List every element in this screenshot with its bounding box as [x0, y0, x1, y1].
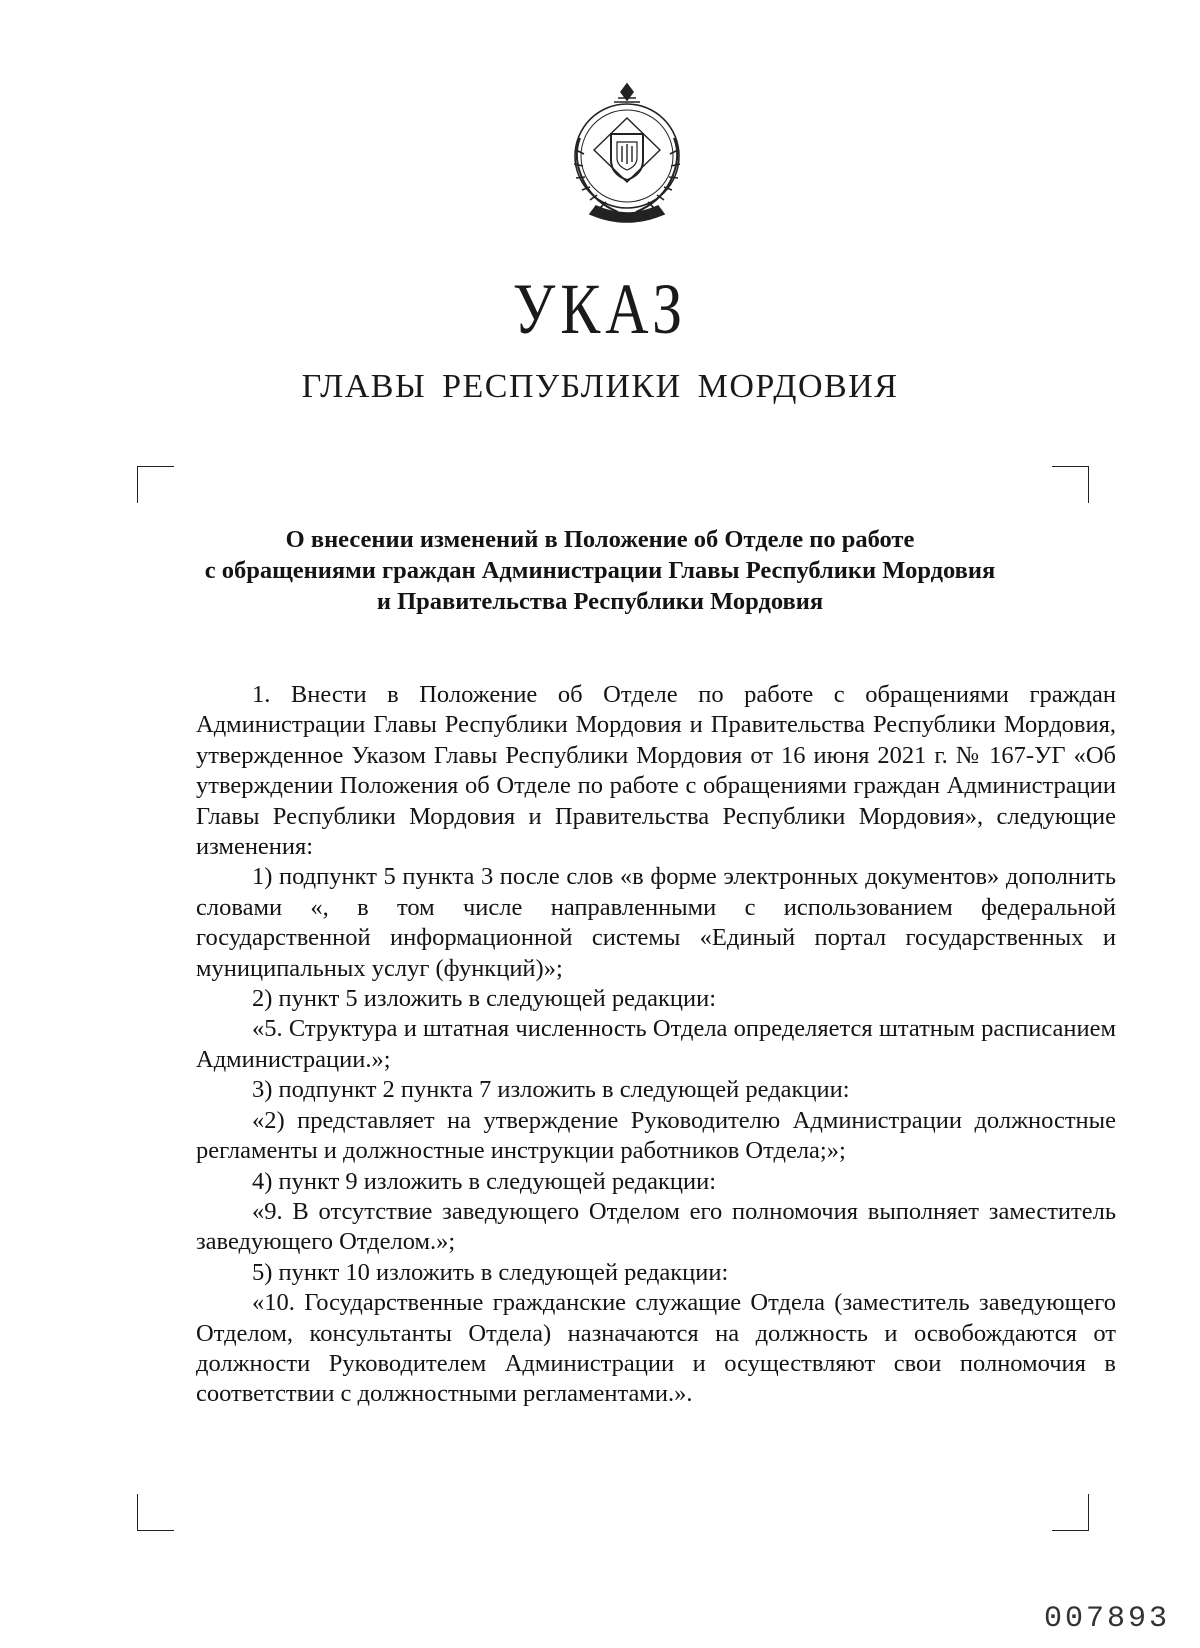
decree-title — [160, 524, 1040, 617]
body-paragraph: 4) пункт 9 изложить в следующей редакции: — [252, 1167, 717, 1195]
corner-mark-bottom-right — [1052, 1494, 1089, 1531]
body-paragraph: 3) подпункт 2 пункта 7 изложить в следующей редакции: — [252, 1076, 850, 1104]
corner-mark-bottom-left — [137, 1494, 174, 1531]
body-paragraph: 2) пункт 5 изложить в следующей редакции: — [252, 985, 717, 1013]
body-paragraph: 5) пункт 10 изложить в следующей редакции: — [252, 1258, 729, 1286]
body-paragraph: «9. В отсутствие заведующего Отделом его полномочия выполняет заместитель заведующего Отделом.»; — [196, 1197, 1116, 1256]
title-line: с обращениями граждан Администрации Главы Республики Мордовия — [204, 557, 996, 584]
title-line: и Правительства Республики Мордовия — [376, 588, 824, 615]
issuer-title: ГЛАВЫ РЕСПУБЛИКИ МОРДОВИЯ — [301, 368, 899, 405]
serial-number: 007893 — [1044, 1602, 1171, 1636]
corner-mark-top-right — [1052, 466, 1089, 503]
decree-body — [196, 680, 1116, 1410]
corner-mark-top-left — [137, 466, 174, 503]
title-line: О внесении изменений в Положение об Отделе по работе — [285, 526, 915, 553]
body-paragraph: «5. Структура и штатная численность Отдела определяется штатным расписанием Администрации.»; — [196, 1015, 1116, 1073]
body-paragraph: «2) представляет на утверждение Руководителю Администрации должностные регламенты и должностные инструкции работников Отдела;»; — [196, 1106, 1116, 1165]
document-type: УКАЗ — [512, 269, 688, 349]
body-paragraph: «10. Государственные гражданские служащие Отдела (заместитель заведующего Отделом, консультанты Отдела) назначаются на должность и освобождаются от должности Руководителем Администрации и осуществляют свои полномочия в соответствии с должностными регламентами.». — [196, 1289, 1116, 1408]
body-paragraph: 1. Внести в Положение об Отделе по работе с обращениями граждан Администрации Главы Республики Мордовия и Правительства Республики Мордовия, утвержденное Указом Главы Республики Мордовия от 16 июня 2021 г. № 167-УГ «Об утверждении Положения об Отделе по работе с обращениями граждан Администрации Главы Республики Мордовия и Правительства Республики Мордовия», следующие изменения: — [196, 681, 1116, 861]
coat-of-arms-emblem — [556, 78, 698, 228]
body-paragraph: 1) подпункт 5 пункта 3 после слов «в форме электронных документов» дополнить словами «, в том числе направленными с использованием федеральной государственной информационной системы «Единый портал государственных и муниципальных услуг (функций)»; — [196, 863, 1116, 982]
